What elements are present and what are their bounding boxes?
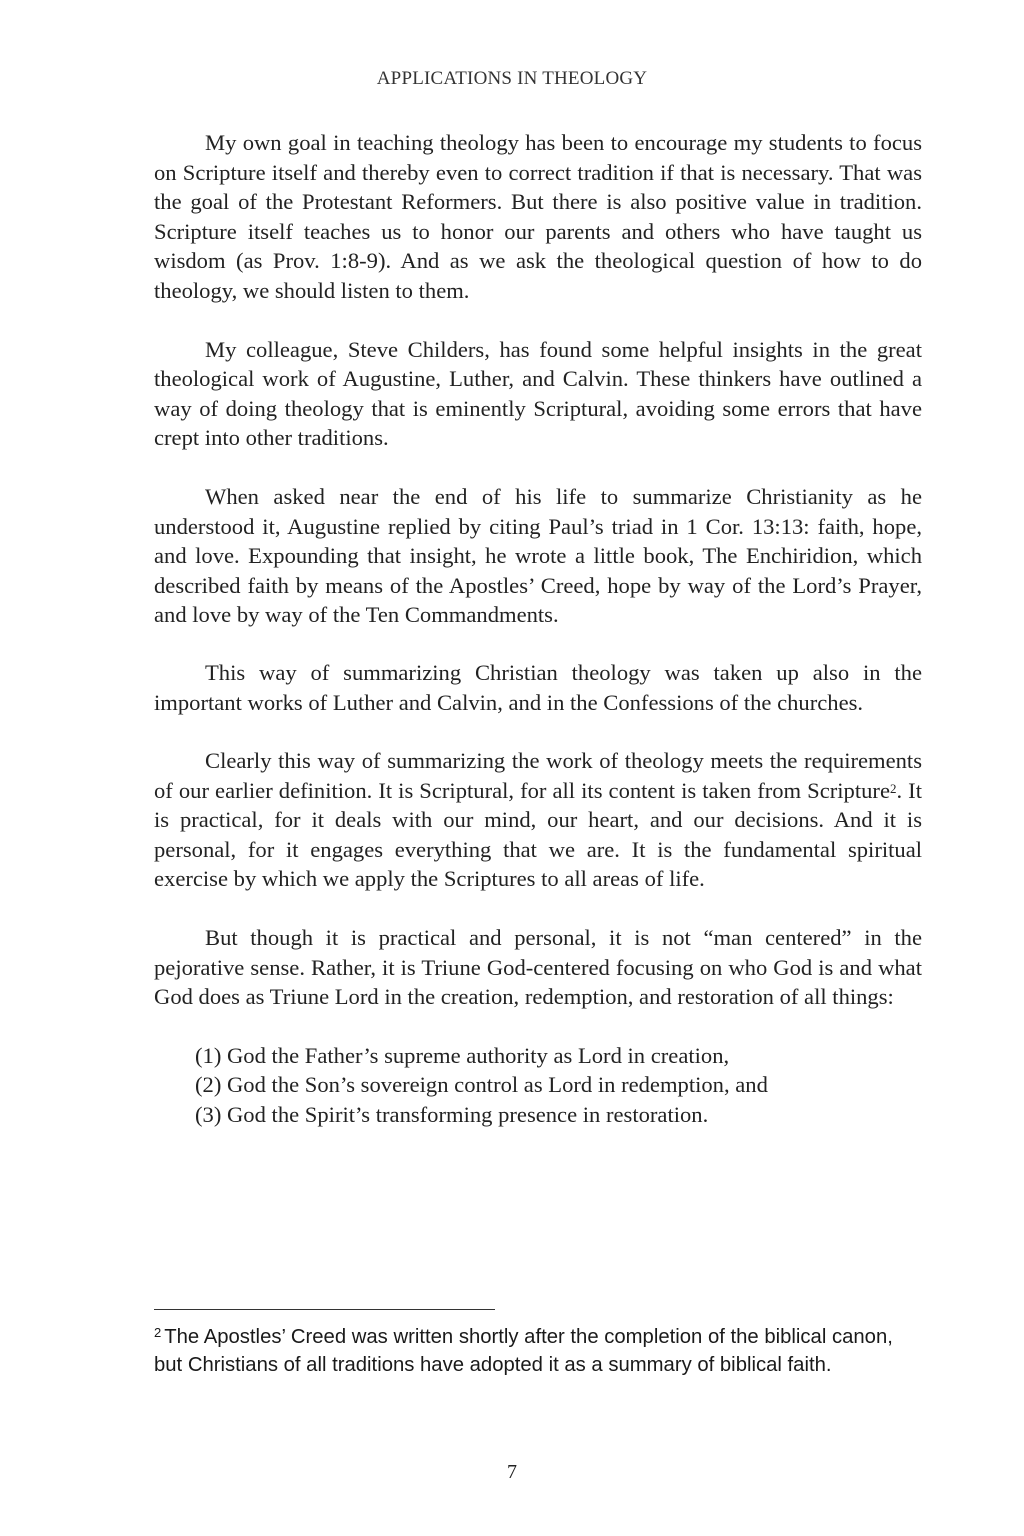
page-number: 7 <box>507 1461 517 1483</box>
paragraph-text-start: Clearly this way of summarizing the work of theology meets the requirements of our earlier definition. It is Scriptural, for all its content is taken from Scripture <box>154 748 922 803</box>
footnote-reference[interactable]: 2 <box>889 780 897 796</box>
footnote-number: 2 <box>154 1325 162 1340</box>
paragraph-steve-childers: My colleague, Steve Childers, has found some helpful insights in the great theological work of Augustine, Luther, and Calvin. These thinkers have outlined a way of doing theology that is eminently Scriptural, avoiding some errors that have crept into other traditions. <box>154 336 922 451</box>
paragraph-scriptural-practical-personal <box>154 746 922 894</box>
footnote <box>154 1324 914 1379</box>
running-head: APPLICATIONS IN THEOLOGY <box>376 68 648 89</box>
paragraph-augustine-enchiridion: When asked near the end of his life to summarize Christianity as he understood it, Augustine replied by citing Paul’s triad in 1 Cor. 13:13: faith, hope, and love. Expounding that insight, he wrote a little book, The Enchiridion, which described faith by means of the Apostles’ Creed, hope by way of the Lord’s Prayer, and love by way of the Ten Commandments. <box>154 483 922 628</box>
paragraph-triune-god-centered: But though it is practical and personal, it is not “man centered” in the pejorative sense. Rather, it is Triune God-centered focusing on who God is and what God does as Triune Lord in the creation, redemption, and restoration of all things: <box>154 925 922 1010</box>
list-item: (1) God the Father’s supreme authority as Lord in creation, <box>195 1042 730 1068</box>
list-item: (3) God the Spirit’s transforming presence in restoration. <box>195 1102 709 1128</box>
paragraph-luther-calvin: This way of summarizing Christian theology was taken up also in the important works of Luther and Calvin, and in the Confessions of the churches. <box>154 659 922 715</box>
trinity-list <box>154 1041 922 1130</box>
footnote-divider <box>154 1309 495 1310</box>
paragraph-goal-in-teaching: My own goal in teaching theology has been to encourage my students to focus on Scripture itself and thereby even to correct tradition if that is necessary. That was the goal of the Protestant Reformers. But there is also positive value in tradition. Scripture itself teaches us to honor our parents and others who have taught us wisdom (as Prov. 1:8-9). And as we ask the theological question of how to do theology, we should listen to them. <box>154 130 922 303</box>
footnote-text: The Apostles’ Creed was written shortly after the completion of the biblical canon, but Christians of all traditions have adopted it as a summary of biblical faith. <box>154 1326 893 1376</box>
body-text <box>154 128 922 1130</box>
paragraph-text-end: . It is practical, for it deals with our mind, our heart, and our decisions. And it is personal, for it engages everything that we are. It is the fundamental spiritual exercise by which we apply the Scriptures to all areas of life. <box>154 777 922 892</box>
list-item: (2) God the Son’s sovereign control as Lord in redemption, and <box>195 1072 768 1098</box>
